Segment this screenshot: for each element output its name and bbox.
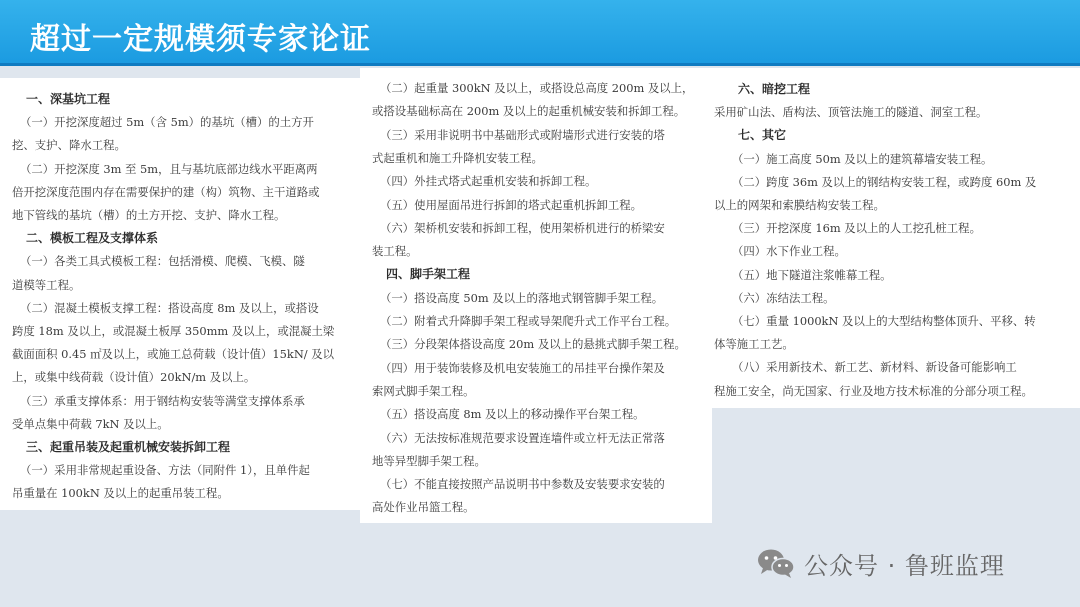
- text-line: （五）地下隧道注浆帷幕工程。: [732, 267, 892, 282]
- text-line: 道模等工程。: [12, 277, 81, 292]
- text-line: （三）开挖深度 16m 及以上的人工挖孔桩工程。: [732, 221, 981, 236]
- text-line: （七）重量 1000kN 及以上的大型结构整体顶升、平移、转: [732, 314, 1036, 328]
- text-line: 受单点集中荷载 7kN 及以上。: [12, 416, 169, 431]
- text-line: 上，或集中线荷载（设计值）20kN/m 及以上。: [12, 370, 256, 385]
- text-line: 索网式脚手架工程。: [372, 383, 475, 398]
- title-underline: [0, 63, 1080, 66]
- text-line: 或搭设基础标高在 200m 及以上的起重机械安装和拆卸工程。: [372, 104, 686, 119]
- text-line: 体等施工工艺。: [714, 337, 794, 352]
- text-line: 地等异型脚手架工程。: [372, 453, 486, 468]
- text-line: （二）混凝土模板支撑工程：搭设高度 8m 及以上，或搭设: [20, 300, 319, 315]
- text-line: （七）不能直接按照产品说明书中参数及安装要求安装的: [380, 477, 665, 492]
- text-line: （二）起重量 300kN 及以上，或搭设总高度 200m 及以上，: [380, 81, 694, 95]
- text-line: 程施工安全，尚无国家、行业及地方技术标准的分部分项工程。: [714, 383, 1033, 398]
- section-heading: 一、深基坑工程: [26, 92, 111, 106]
- text-line: 地下管线的基坑（槽）的土方开挖、支护、降水工程。: [12, 208, 286, 222]
- text-line: 式起重机和施工升降机安装工程。: [372, 150, 543, 165]
- text-line: 挖、支护、降水工程。: [12, 138, 126, 153]
- text-line: （一）开挖深度超过 5m（含 5m）的基坑（槽）的土方开: [20, 115, 314, 130]
- text-line: （一）施工高度 50m 及以上的建筑幕墙安装工程。: [732, 151, 993, 166]
- text-line: （四）外挂式塔式起重机安装和拆卸工程。: [380, 174, 597, 189]
- wechat-icon: [756, 547, 796, 579]
- section-heading: 七、其它: [738, 128, 787, 143]
- text-line: 高处作业吊篮工程。: [372, 500, 475, 515]
- text-line: （一）采用非常规起重设备、方法（同附件 1），且单件起: [20, 463, 310, 478]
- text-line: （二）附着式升降脚手架工程或导架爬升式工作平台工程。: [380, 314, 677, 328]
- text-line: （三）采用非说明书中基础形式或附墙形式进行安装的塔: [380, 127, 665, 142]
- text-line: （八）采用新技术、新工艺、新材料、新设备可能影响工: [732, 360, 1017, 375]
- document-panel-middle: [360, 68, 712, 523]
- text-line: （四）水下作业工程。: [732, 244, 846, 259]
- page-title: 超过一定规模须专家论证: [30, 22, 371, 57]
- text-line: （一）搭设高度 50m 及以上的落地式钢管脚手架工程。: [380, 290, 664, 305]
- text-line: 采用矿山法、盾构法、顶管法施工的隧道、洞室工程。: [714, 105, 988, 120]
- text-line: （三）承重支撑体系：用于钢结构安装等满堂支撑体系承: [20, 393, 305, 408]
- section-heading: 四、脚手架工程: [386, 267, 471, 282]
- text-line: （一）各类工具式模板工程：包括滑模、爬模、飞模、隧: [20, 254, 305, 269]
- text-line: 吊重量在 100kN 及以上的起重吊装工程。: [12, 486, 229, 501]
- text-line: （四）用于装饰装修及机电安装施工的吊挂平台操作架及: [380, 360, 665, 375]
- text-line: （三）分段架体搭设高度 20m 及以上的悬挑式脚手架工程。: [380, 337, 686, 352]
- watermark: [756, 545, 1056, 581]
- text-line: （五）搭设高度 8m 及以上的移动操作平台架工程。: [380, 407, 645, 422]
- text-line: （五）使用屋面吊进行拆卸的塔式起重机拆卸工程。: [380, 197, 642, 212]
- title-banner: [0, 0, 1080, 66]
- text-line: 倍开挖深度范围内存在需要保护的建（构）筑物、主干道路或: [12, 184, 320, 199]
- section-heading: 二、模板工程及支撑体系: [26, 231, 159, 246]
- text-line: （六）架桥机安装和拆卸工程，使用架桥机进行的桥梁安: [380, 220, 665, 235]
- section-heading: 三、起重吊装及起重机械安装拆卸工程: [26, 440, 231, 454]
- document-panel-left: [0, 78, 360, 510]
- watermark-text: 公众号 · 鲁班监理: [804, 551, 1005, 580]
- section-heading: 六、暗挖工程: [738, 82, 811, 96]
- text-line: （六）无法按标准规范要求设置连墙件或立杆无法正常落: [380, 430, 665, 445]
- text-line: （二）跨度 36m 及以上的钢结构安装工程，或跨度 60m 及: [732, 174, 1037, 189]
- text-line: （六）冻结法工程。: [732, 290, 835, 305]
- text-line: 装工程。: [372, 244, 418, 259]
- text-line: 跨度 18m 及以上，或混凝土板厚 350mm 及以上，或混凝土梁: [12, 324, 335, 338]
- document-panel-right: [712, 68, 1080, 408]
- text-line: （二）开挖深度 3m 至 5m，且与基坑底部边线水平距离两: [20, 161, 318, 176]
- text-line: 截面面积 0.45 ㎡及以上，或施工总荷载（设计值）15kN/ 及以: [12, 347, 335, 362]
- text-line: 以上的网架和索膜结构安装工程。: [714, 198, 885, 212]
